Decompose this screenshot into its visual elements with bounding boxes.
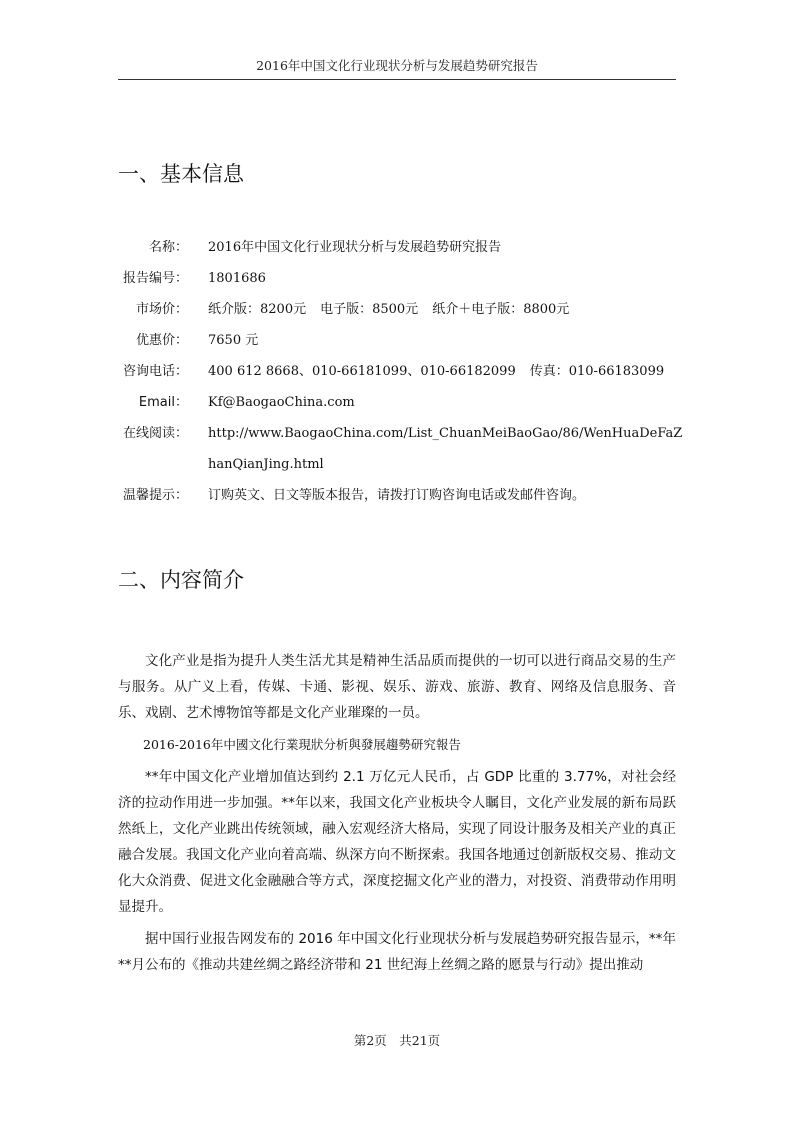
info-label-report-no: 报告编号：: [122, 271, 188, 286]
page-footer: 第2页 共21页: [353, 1033, 441, 1048]
info-value-report-no: 1801686: [208, 271, 266, 286]
info-row-phone: [118, 356, 688, 387]
info-label-email: Email：: [138, 395, 188, 410]
page-header: 2016年中国文化行业现状分析与发展趋势研究报告: [256, 58, 538, 73]
info-row-discount: [118, 325, 688, 356]
info-row-online: [118, 418, 688, 480]
paragraph-4: 据中国行业报告网发布的 2016 年中国文化行业现状分析与发展趋势研究报告显示，**年**月公布的《推动共建丝绸之路经济带和 21 世纪海上丝绸之路的愿景与行动》提出推动: [118, 931, 676, 973]
info-value-email[interactable]: Kf@BaogaoChina.com: [208, 395, 355, 410]
header-divider: [118, 79, 676, 80]
info-value-discount: 7650 元: [208, 333, 259, 348]
paragraph-3: **年中国文化产业增加值达到约 2.1 万亿元人民币，占 GDP 比重的 3.77%，对社会经济的拉动作用进一步加强。**年以来，我国文化产业板块令人瞩目，文化产业发展的新布局跃然纸上，文化产业跳出传统领域，融入宏观经济大格局，实现了同设计服务及相关产业的真正融合发展。我国文化产业向着高端、纵深方向不断探索。我国各地通过创新版权交易、推动文化大众消费、促进文化金融融合等方式，深度挖掘文化产业的潜力，对投资、消费带动作用明显提升。: [118, 769, 676, 915]
info-label-tip: 温馨提示：: [122, 488, 188, 503]
section-title-content-intro: 二、内容简介: [118, 568, 244, 592]
price-both: 纸介＋电子版：8800元: [432, 302, 570, 317]
price-paper: 纸介版：8200元: [208, 302, 307, 317]
info-label-discount: 优惠价：: [135, 333, 188, 348]
info-value-phone: [188, 356, 688, 387]
info-row-name: [118, 232, 688, 263]
price-electronic: 电子版：8500元: [320, 302, 419, 317]
info-value-tip: 订购英文、日文等版本报告，请拨打订购咨询电话或发邮件咨询。: [208, 488, 586, 503]
info-row-market-price: [118, 294, 688, 325]
phone-numbers: 400 612 8668、010-66181099、010-66182099: [208, 364, 516, 379]
info-label-market-price: 市场价：: [135, 302, 188, 317]
info-value-market-price: [188, 294, 688, 325]
info-value-name: 2016年中国文化行业现状分析与发展趋势研究报告: [208, 240, 502, 255]
info-label-phone: 咨询电话：: [122, 364, 188, 379]
section-title-basic-info: 一、基本信息: [118, 162, 244, 186]
info-row-email: [118, 387, 688, 418]
info-row-tip: [118, 480, 688, 511]
content-body: [118, 648, 676, 984]
info-row-report-no: [118, 263, 688, 294]
info-label-online: 在线阅读：: [122, 426, 188, 441]
paragraph-1: 文化产业是指为提升人类生活尤其是精神生活品质而提供的一切可以进行商品交易的生产与服务。从广义上看，传媒、卡通、影视、娱乐、游戏、旅游、教育、网络及信息服务、音乐、戏剧、艺术博物馆等都是文化产业璀璨的一员。: [118, 653, 676, 721]
info-list: [118, 232, 688, 511]
fax-number: 传真：010-66183099: [529, 364, 665, 379]
paragraph-2: 2016-2016年中國文化行業現狀分析與發展趨勢研究報告: [143, 737, 461, 752]
info-label-name: 名称：: [148, 240, 188, 255]
info-value-online-link[interactable]: http://www.BaogaoChina.com/List_ChuanMeiBaoGao/86/WenHuaDeFaZhanQianJing.html: [208, 426, 683, 472]
